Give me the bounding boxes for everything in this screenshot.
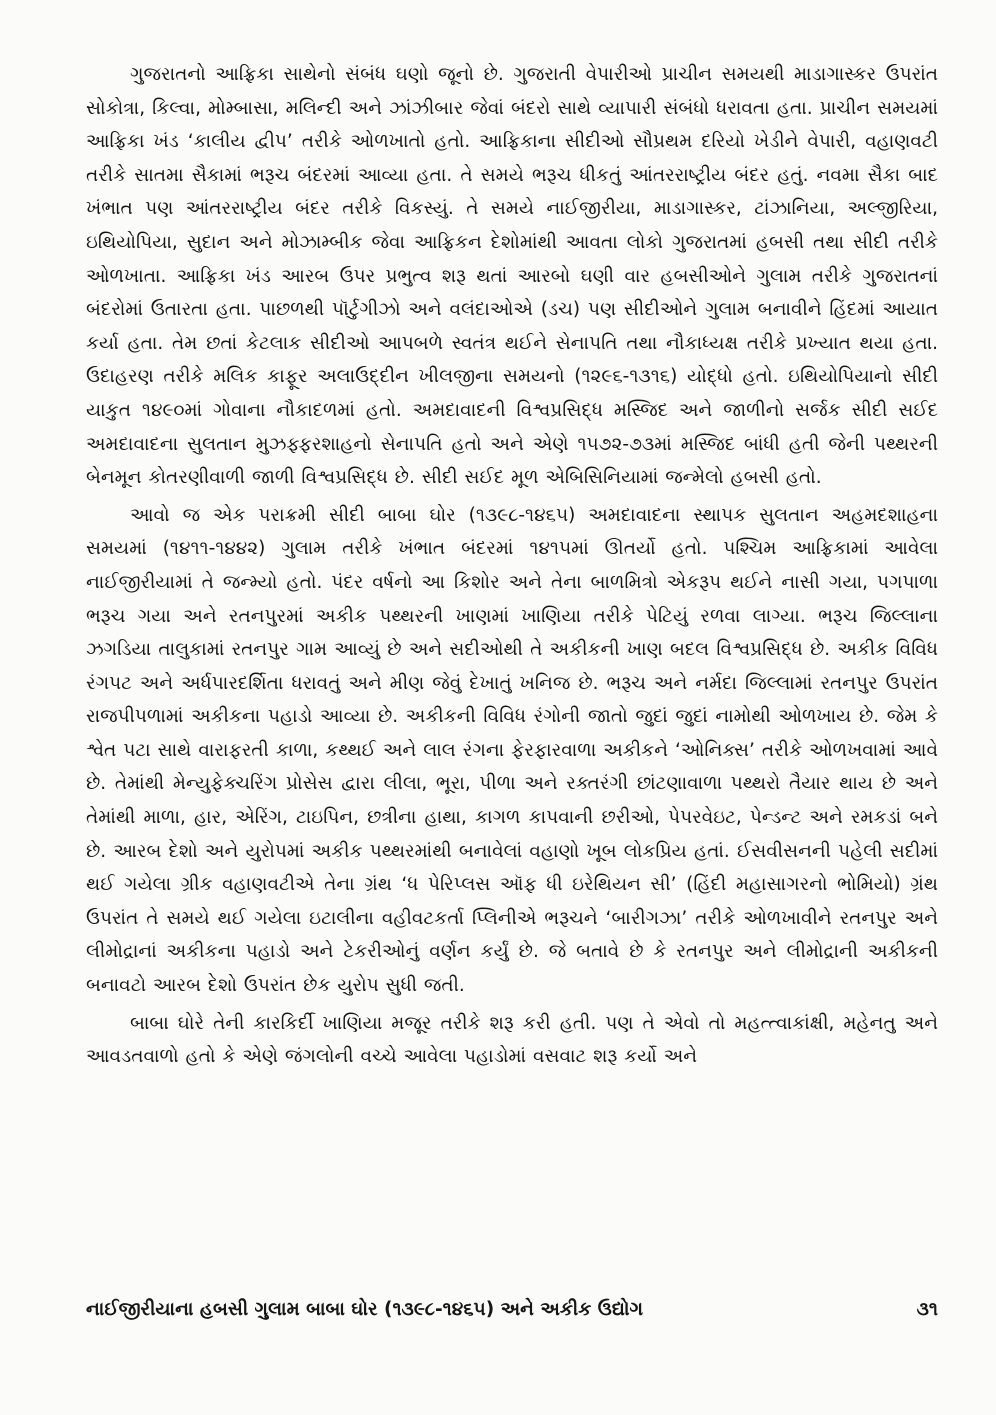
running-title: નાઈજીરીયાના હબસી ગુલામ બાબા ઘોર (૧૩૯૮-૧૪૬૫) અને અકીક ઉદ્યોગ	[86, 1299, 643, 1320]
page-number: ૩૧	[916, 1299, 938, 1320]
paragraph-sidi-baba-ghor: આવો જ એક પરાક્રમી સીદી બાબા ઘોર (૧૩૯૮-૧૪૬૫) અમદાવાદના સ્થાપક સુલતાન અહમદશાહના સમયમાં (૧૪૧૧-૧૪૪૨) ગુલામ તરીકે ખંભાત બંદરમાં ૧૪૧૫માં ઊતર્યો હતો. પશ્ચિમ આફ્રિકામાં આવેલા નાઈજીરીયામાં તે જન્મ્યો હતો. પંદર વર્ષનો આ કિશોર અને તેના બાળમિત્રો એકરૂપ થઈને નાસી ગયા, પગપાળા ભરૂચ ગયા અને રતનપુરમાં અકીક પથ્થરની ખાણમાં ખાણિયા તરીકે પેટિયું રળવા લાગ્યા. ભરૂચ જિલ્લાના ઝગડિયા તાલુકામાં રતનપુર ગામ આવ્યું છે અને સદીઓથી તે અકીકની ખાણ બદલ વિશ્વપ્રસિદ્ધ છે. અકીક વિવિધ રંગપટ અને અર્ધપારદર્શિતા ધરાવતું અને મીણ જેવું દેખાતું ખનિજ છે. ભરૂચ અને નર્મદા જિલ્લામાં રતનપુર ઉપરાંત રાજપીપળામાં અકીકના પહાડો આવ્યા છે. અકીકની વિવિધ રંગોની જાતો જુદાં જુદાં નામોથી ઓળખાય છે. જેમ કે શ્વેત પટા સાથે વારાફરતી કાળા, કથ્થઈ અને લાલ રંગના ફેરફારવાળા અકીકને ‘ઓનિક્સ’ તરીકે ઓળખવામાં આવે છે. તેમાંથી મેન્યુફેક્ચરિંગ પ્રોસેસ દ્વારા લીલા, ભૂરા, પીળા અને રક્તરંગી છાંટણાવાળા પથ્થરો તૈયાર થાય છે અને તેમાંથી માળા, હાર, એરિંગ, ટાઇપિન, છત્રીના હાથા, કાગળ કાપવાની છરીઓ, પેપરવેઇટ, પેન્ડન્ટ અને રમકડાં બને છે. આરબ દેશો અને યુરોપમાં અકીક પથ્થરમાંથી બનાવેલાં વહાણો ખૂબ લોકપ્રિય હતાં. ઈસવીસનની પહેલી સદીમાં થઈ ગયેલા ગ્રીક વહાણવટીએ તેના ગ્રંથ ‘ધ પેરિપ્લસ ઑફ ધી ઇરેથિયન સી’ (હિંદી મહાસાગરનો ભોમિયો) ગ્રંથ ઉપરાંત તે સમયે થઈ ગયેલા ઇટાલીના વહીવટકર્તા પ્લિનીએ ભરૂચને ‘બારીગઝા’ તરીકે ઓળખાવીને રતનપુર અને લીમોદ્રાનાં અકીકના પહાડો અને ટેકરીઓનું વર્ણન કર્યું છે. જે બતાવે છે કે રતનપુર અને લીમોદ્રાની અકીકની બનાવટો આરબ દેશો ઉપરાંત છેક યુરોપ સુધી જતી.	[86, 504, 938, 997]
page-body	[86, 58, 938, 1074]
page-footer	[86, 1299, 938, 1320]
paragraph-gujarat-africa-relations: ગુજરાતનો આફ્રિકા સાથેનો સંબંધ ઘણો જૂનો છે. ગુજરાતી વેપારીઓ પ્રાચીન સમયથી માડાગાસ્કર ઉપરાંત સોકોત્રા, કિલ્વા, મોમ્બાસા, મલિન્દી અને ઝાંઝીબાર જેવાં બંદરો સાથે વ્યાપારી સંબંધો ધરાવતા હતા. પ્રાચીન સમયમાં આફ્રિકા ખંડ ‘કાલીય દ્વીપ’ તરીકે ઓળખાતો હતો. આફ્રિકાના સીદીઓ સૌપ્રથમ દરિયો ખેડીને વેપારી, વહાણવટી તરીકે સાતમા સૈકામાં ભરૂચ બંદરમાં આવ્યા હતા. તે સમયે ભરૂચ ધીકતું આંતરરાષ્ટ્રીય બંદર હતું. નવમા સૈકા બાદ ખંભાત પણ આંતરરાષ્ટ્રીય બંદર તરીકે વિકસ્યું. તે સમયે નાઈજીરીયા, માડાગાસ્કર, ટાંઝાનિયા, અલ્જીરિયા, ઇથિયોપિયા, સુદાન અને મોઝામ્બીક જેવા આફ્રિકન દેશોમાંથી આવતા લોકો ગુજરાતમાં હબસી તથા સીદી તરીકે ઓળખાતા. આફ્રિકા ખંડ આરબ ઉપર પ્રભુત્વ શરૂ થતાં આરબો ઘણી વાર હબસીઓને ગુલામ તરીકે ગુજરાતનાં બંદરોમાં ઉતારતા હતા. પાછળથી પૉર્ટુગીઝો અને વલંદાઓએ (ડચ) પણ સીદીઓને ગુલામ બનાવીને હિંદમાં આયાત કર્યા હતા. તેમ છતાં કેટલાક સીદીઓ આપબળે સ્વતંત્ર થઈને સેનાપતિ તથા નૌકાધ્યક્ષ તરીકે પ્રખ્યાત થયા હતા. ઉદાહરણ તરીકે મલિક કાફૂર અલાઉદ્દીન ખીલજીના સમયનો (૧૨૯૬-૧૩૧૬) યોદ્ધો હતો. ઇથિયોપિયાનો સીદી યાકુત ૧૪૯૦માં ગોવાના નૌકાદળમાં હતો. અમદાવાદની વિશ્વપ્રસિદ્ધ મસ્જિદ અને જાળીનો સર્જક સીદી સઈદ અમદાવાદના સુલતાન મુઝફ્ફરશાહનો સેનાપતિ હતો અને એણે ૧૫૭૨-૭૩માં મસ્જિદ બાંધી હતી જેની પથ્થરની બેનમૂન કોતરણીવાળી જાળી વિશ્વપ્રસિદ્ધ છે. સીદી સઈદ મૂળ એબિસિનિયામાં જન્મેલો હબસી હતો.	[86, 64, 938, 489]
paragraph-baba-ghor-career: બાબા ઘોરે તેની કારકિર્દી ખાણિયા મજૂર તરીકે શરૂ કરી હતી. પણ તે એવો તો મહત્ત્વાકાંક્ષી, મહેનતુ અને આવડતવાળો હતો કે એણે જંગલોની વચ્ચે આવેલા પહાડોમાં વસવાટ શરૂ કર્યો અને	[86, 1012, 938, 1068]
